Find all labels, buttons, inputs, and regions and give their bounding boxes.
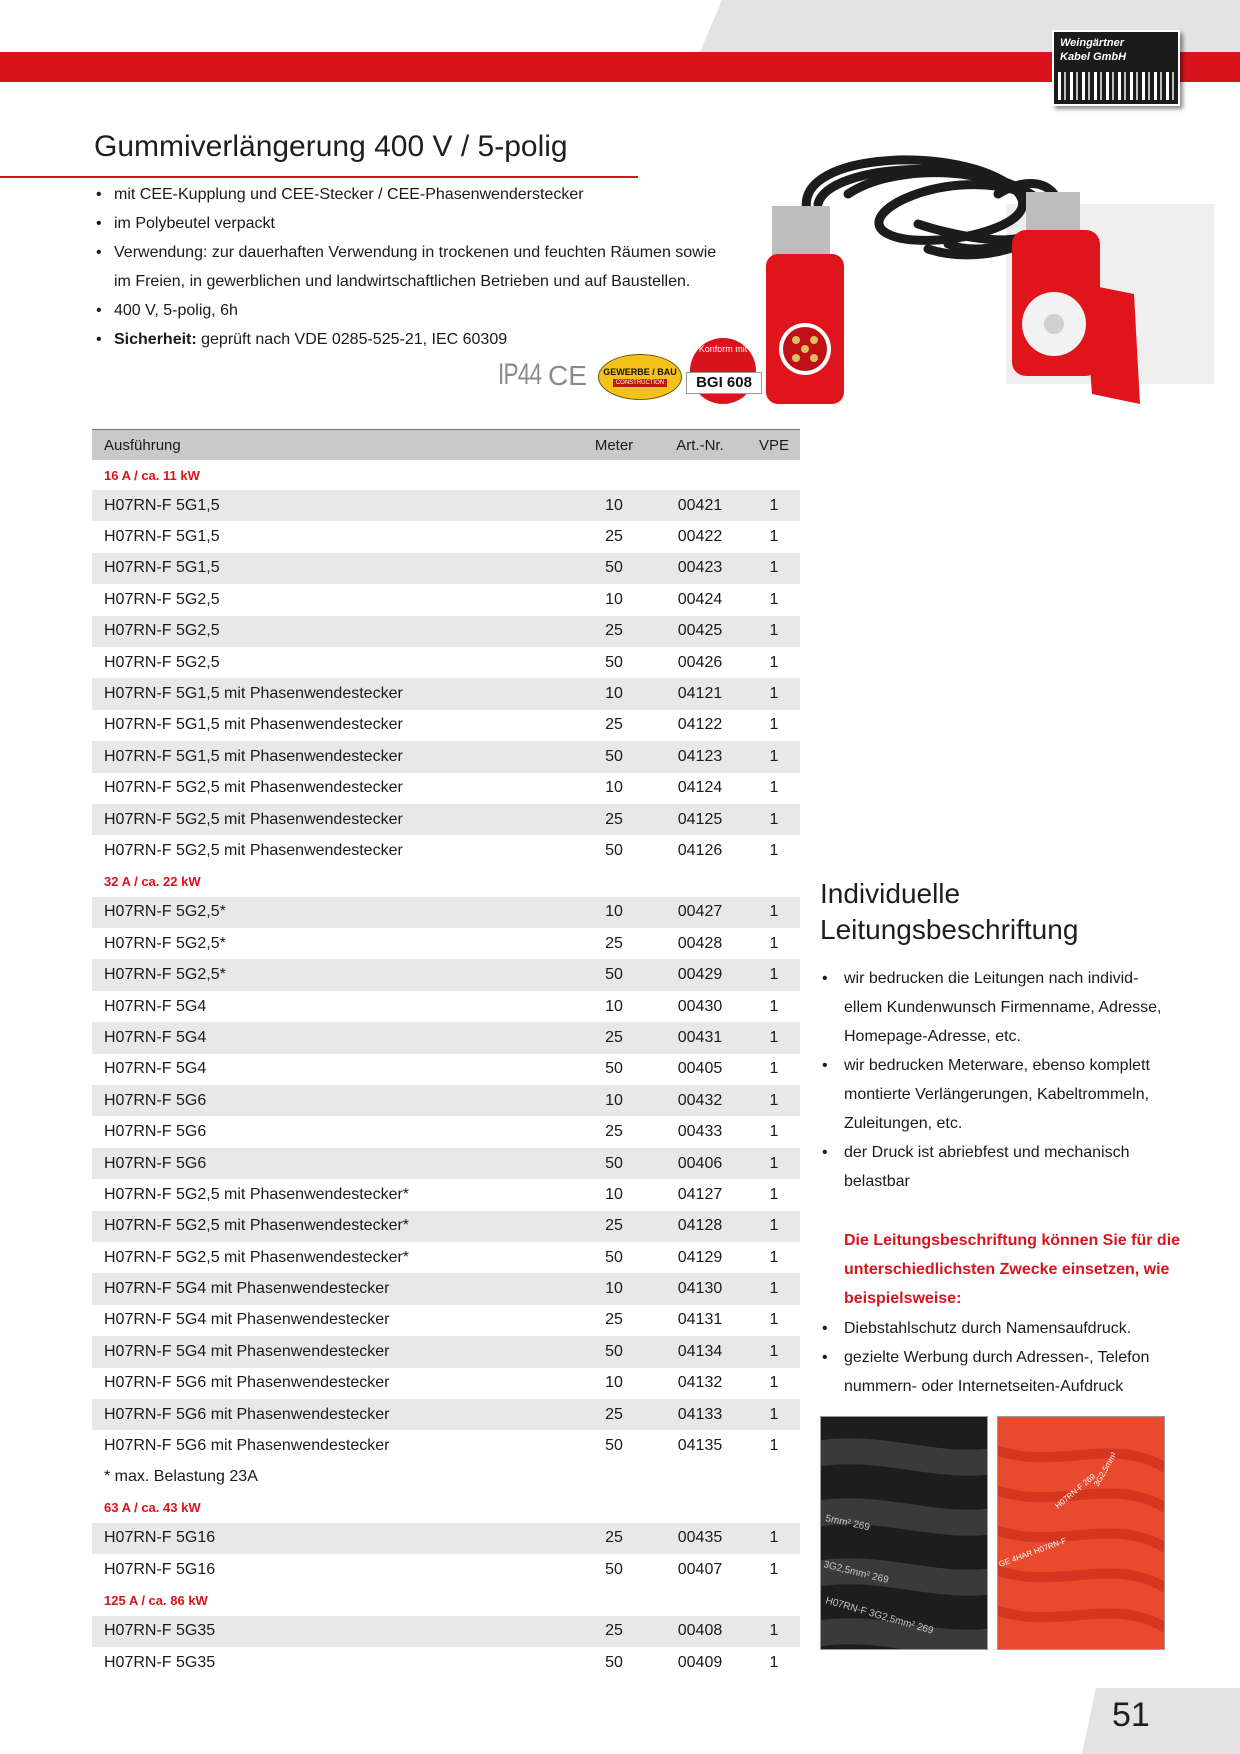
cell-meter: 50 — [605, 559, 623, 577]
table-row — [92, 584, 800, 615]
cell-art-nr: 00432 — [677, 1091, 723, 1109]
cell-vpe: 1 — [769, 747, 779, 765]
cell-vpe: 1 — [769, 653, 779, 671]
column-header-meter: Meter — [594, 436, 634, 454]
cell-ausfuehrung: H07RN-F 5G6 — [104, 1091, 207, 1109]
certification-marks — [498, 346, 762, 402]
cell-ausfuehrung: H07RN-F 5G2,5* — [104, 903, 226, 921]
table-row — [92, 521, 800, 552]
ip44-mark: IP44 — [498, 358, 542, 391]
table-header — [92, 429, 800, 460]
cell-meter: 25 — [605, 622, 623, 640]
bgi-seal-top-text: Konform mit — [698, 344, 748, 354]
cell-ausfuehrung: H07RN-F 5G2,5 — [104, 653, 220, 671]
cell-meter: 10 — [605, 1374, 623, 1392]
table-row — [92, 773, 800, 804]
cell-vpe: 1 — [769, 966, 779, 984]
cell-ausfuehrung: H07RN-F 5G2,5 mit Phasenwendestecker — [104, 779, 403, 797]
cell-art-nr: 04133 — [677, 1405, 723, 1423]
cell-art-nr: 00426 — [677, 653, 723, 671]
cell-vpe: 1 — [769, 810, 779, 828]
cell-meter: 10 — [605, 997, 623, 1015]
cell-art-nr: 00407 — [677, 1560, 723, 1578]
product-table — [92, 429, 800, 1678]
cell-meter: 25 — [605, 934, 623, 952]
cell-ausfuehrung: H07RN-F 5G4 mit Phasenwendestecker — [104, 1311, 390, 1329]
cell-vpe: 1 — [769, 590, 779, 608]
cell-vpe: 1 — [769, 1342, 779, 1360]
table-row — [92, 1085, 800, 1116]
cell-vpe: 1 — [769, 622, 779, 640]
table-row — [92, 897, 800, 928]
cell-vpe: 1 — [769, 1280, 779, 1298]
cell-vpe: 1 — [769, 685, 779, 703]
page-number: 51 — [1112, 1696, 1150, 1734]
section-heading — [92, 1586, 800, 1616]
cell-art-nr: 04123 — [677, 747, 723, 765]
cell-art-nr: 00429 — [677, 966, 723, 984]
cell-ausfuehrung: H07RN-F 5G35 — [104, 1653, 216, 1671]
cell-vpe: 1 — [769, 1374, 779, 1392]
side-usecase-list — [820, 1314, 1170, 1401]
side-highlight-text: Die Leitungsbeschriftung können Sie für die unterschiedlichsten Zwecke einsetzen, wie beispielsweise: — [844, 1232, 1181, 1307]
cell-vpe: 1 — [769, 1405, 779, 1423]
table-row — [92, 1305, 800, 1336]
cell-meter: 50 — [605, 653, 623, 671]
cell-art-nr: 00431 — [677, 1028, 723, 1046]
cell-ausfuehrung: H07RN-F 5G6 mit Phasenwendestecker — [104, 1405, 390, 1423]
cell-vpe: 1 — [769, 1437, 779, 1455]
cell-ausfuehrung: H07RN-F 5G2,5 mit Phasenwendestecker* — [104, 1248, 410, 1266]
feature-item: • im Polybeutel verpackt — [94, 209, 734, 238]
side-feature-item: • wir bedrucken die Leitungen nach individ-ellem Kundenwunsch Firmenname, Adresse, Homepage-Adresse, etc. — [820, 964, 1170, 1051]
black-cable-print-3: H07RN-F 3G2,5mm² 269 — [824, 1595, 935, 1637]
logo-line-2: Kabel GmbH — [1060, 51, 1127, 63]
gewerbe-bau-seal — [598, 354, 682, 400]
bgi-seal-label: BGI 608 — [686, 372, 762, 394]
ce-mark: CE — [548, 360, 587, 391]
table-footnote: * max. Belastung 23A — [104, 1468, 258, 1486]
cell-vpe: 1 — [769, 716, 779, 734]
cell-ausfuehrung: H07RN-F 5G1,5 mit Phasenwendestecker — [104, 685, 403, 703]
cell-vpe: 1 — [769, 1028, 779, 1046]
cell-art-nr: 00428 — [677, 934, 723, 952]
gewerbe-seal-sublabel: CONSTRUCTION — [613, 379, 667, 387]
cell-ausfuehrung: H07RN-F 5G4 mit Phasenwendestecker — [104, 1280, 390, 1298]
cell-art-nr: 00435 — [677, 1529, 723, 1547]
cell-ausfuehrung: H07RN-F 5G6 — [104, 1123, 207, 1141]
cell-art-nr: 04131 — [677, 1311, 723, 1329]
red-cable-print-2: GE 4HAR H07RN-F — [997, 1536, 1068, 1569]
photo-printed-red-cable — [997, 1416, 1165, 1650]
cell-art-nr: 00409 — [677, 1653, 723, 1671]
cell-meter: 10 — [605, 685, 623, 703]
cell-meter: 25 — [605, 1217, 623, 1235]
table-row — [92, 490, 800, 521]
company-logo — [1052, 30, 1180, 106]
cell-art-nr: 04127 — [677, 1185, 723, 1203]
logo-text — [1060, 36, 1126, 64]
table-row — [92, 991, 800, 1022]
cell-vpe: 1 — [769, 1560, 779, 1578]
side-section-title — [820, 876, 1078, 948]
cell-art-nr: 04121 — [677, 685, 723, 703]
cell-meter: 25 — [605, 1529, 623, 1547]
cell-ausfuehrung: H07RN-F 5G2,5 mit Phasenwendestecker* — [104, 1185, 410, 1203]
cell-ausfuehrung: H07RN-F 5G2,5 mit Phasenwendestecker — [104, 841, 403, 859]
cell-art-nr: 04134 — [677, 1342, 723, 1360]
page-number-tab — [1082, 1688, 1240, 1754]
cell-vpe: 1 — [769, 841, 779, 859]
cell-art-nr: 00430 — [677, 997, 723, 1015]
side-feature-item: • wir bedrucken Meterware, ebenso komplett montierte Verlängerungen, Kabeltrommeln, Zuleitungen, etc. — [820, 1051, 1170, 1138]
cell-ausfuehrung: H07RN-F 5G2,5* — [104, 934, 226, 952]
table-row — [92, 1054, 800, 1085]
cell-vpe: 1 — [769, 997, 779, 1015]
section-heading — [92, 867, 800, 897]
photo-printed-black-cable — [820, 1416, 988, 1650]
feature-list — [94, 180, 734, 354]
table-row — [92, 1368, 800, 1399]
cell-vpe: 1 — [769, 1311, 779, 1329]
cell-ausfuehrung: H07RN-F 5G2,5 — [104, 590, 220, 608]
logo-barcode-graphic — [1058, 72, 1174, 100]
cell-art-nr: 00408 — [677, 1622, 723, 1640]
cell-ausfuehrung: H07RN-F 5G1,5 — [104, 559, 220, 577]
cell-ausfuehrung: H07RN-F 5G2,5 — [104, 622, 220, 640]
cell-vpe: 1 — [769, 779, 779, 797]
section-label: 16 A / ca. 11 kW — [104, 467, 200, 483]
table-row — [92, 1430, 800, 1461]
cell-meter: 50 — [605, 1437, 623, 1455]
section-label: 63 A / ca. 43 kW — [104, 1500, 201, 1516]
cell-meter: 10 — [605, 1091, 623, 1109]
side-title-line-2: Leitungsbeschriftung — [820, 914, 1079, 945]
cell-art-nr: 00422 — [677, 528, 723, 546]
table-body — [92, 460, 800, 1678]
cell-meter: 50 — [605, 1060, 623, 1078]
cell-meter: 25 — [605, 810, 623, 828]
title-underline — [0, 176, 638, 178]
cell-meter: 50 — [605, 1342, 623, 1360]
cell-art-nr: 04129 — [677, 1248, 723, 1266]
side-feature-item: • der Druck ist abriebfest und mechanisch belastbar — [820, 1138, 1170, 1196]
cell-meter: 10 — [605, 903, 623, 921]
side-usecase-item: • gezielte Werbung durch Adressen-, Telefon nummern- oder Internetseiten-Aufdruck — [820, 1343, 1170, 1401]
cell-ausfuehrung: H07RN-F 5G2,5 mit Phasenwendestecker — [104, 810, 403, 828]
cell-vpe: 1 — [769, 1123, 779, 1141]
table-row — [92, 553, 800, 584]
cell-art-nr: 00406 — [677, 1154, 723, 1172]
side-title-line-1: Individuelle — [820, 878, 961, 909]
cell-vpe: 1 — [769, 934, 779, 952]
cell-ausfuehrung: H07RN-F 5G1,5 — [104, 496, 220, 514]
cell-meter: 50 — [605, 747, 623, 765]
black-cable-print-1: 5mm² 269 — [824, 1513, 871, 1534]
column-header-art-nr: Art.-Nr. — [676, 436, 724, 454]
red-cable-print-1: H07RN-F 269 — [1053, 1471, 1098, 1511]
cell-vpe: 1 — [769, 1529, 779, 1547]
section-heading — [92, 1493, 800, 1523]
cell-ausfuehrung: H07RN-F 5G4 mit Phasenwendestecker — [104, 1342, 390, 1360]
cell-meter: 25 — [605, 716, 623, 734]
cell-art-nr: 04130 — [677, 1280, 723, 1298]
cell-meter: 25 — [605, 1028, 623, 1046]
cell-ausfuehrung: H07RN-F 5G16 — [104, 1529, 216, 1547]
cell-meter: 10 — [605, 1185, 623, 1203]
cell-ausfuehrung: H07RN-F 5G1,5 mit Phasenwendestecker — [104, 716, 403, 734]
cell-meter: 25 — [605, 1405, 623, 1423]
cell-art-nr: 04135 — [677, 1437, 723, 1455]
cell-ausfuehrung: H07RN-F 5G6 — [104, 1154, 207, 1172]
table-row — [92, 1273, 800, 1304]
cell-art-nr: 00433 — [677, 1123, 723, 1141]
section-heading — [92, 460, 800, 490]
cell-art-nr: 00425 — [677, 622, 723, 640]
cell-meter: 10 — [605, 590, 623, 608]
cell-ausfuehrung: H07RN-F 5G2,5* — [104, 966, 226, 984]
cell-meter: 10 — [605, 496, 623, 514]
column-header-ausfuehrung: Ausführung — [104, 436, 181, 454]
cell-ausfuehrung: H07RN-F 5G1,5 mit Phasenwendestecker — [104, 747, 403, 765]
table-row — [92, 959, 800, 990]
cell-vpe: 1 — [769, 1217, 779, 1235]
table-row — [92, 1148, 800, 1179]
safety-label: Sicherheit: — [114, 331, 197, 348]
cell-vpe: 1 — [769, 1248, 779, 1266]
section-label: 125 A / ca. 86 kW — [104, 1593, 208, 1608]
black-cable-print-2: 3G2,5mm² 269 — [822, 1559, 890, 1587]
cell-vpe: 1 — [769, 559, 779, 577]
table-row — [92, 1523, 800, 1554]
cell-vpe: 1 — [769, 1060, 779, 1078]
page-title: Gummiverlängerung 400 V / 5-polig — [94, 130, 568, 163]
cell-vpe: 1 — [769, 528, 779, 546]
cell-meter: 50 — [605, 1653, 623, 1671]
table-row — [92, 1647, 800, 1678]
cell-art-nr: 00424 — [677, 590, 723, 608]
cell-ausfuehrung: H07RN-F 5G35 — [104, 1622, 216, 1640]
cell-meter: 10 — [605, 779, 623, 797]
cell-meter: 50 — [605, 841, 623, 859]
table-row — [92, 1399, 800, 1430]
table-row — [92, 710, 800, 741]
table-row — [92, 1116, 800, 1147]
table-row — [92, 1336, 800, 1367]
cell-meter: 25 — [605, 528, 623, 546]
cell-meter: 50 — [605, 966, 623, 984]
cell-art-nr: 00405 — [677, 1060, 723, 1078]
cell-vpe: 1 — [769, 903, 779, 921]
side-feature-list — [820, 964, 1170, 1196]
cell-meter: 50 — [605, 1560, 623, 1578]
red-cable-print-3: 3G2,5mm² — [1091, 1450, 1119, 1488]
table-row — [92, 835, 800, 866]
cell-vpe: 1 — [769, 1154, 779, 1172]
table-row — [92, 616, 800, 647]
table-row — [92, 928, 800, 959]
cell-vpe: 1 — [769, 496, 779, 514]
cell-meter: 50 — [605, 1154, 623, 1172]
table-row — [92, 647, 800, 678]
cell-ausfuehrung: H07RN-F 5G2,5 mit Phasenwendestecker* — [104, 1217, 410, 1235]
section-label: 32 A / ca. 22 kW — [104, 874, 201, 890]
feature-item: • 400 V, 5-polig, 6h — [94, 296, 734, 325]
table-row — [92, 804, 800, 835]
table-row — [92, 1616, 800, 1647]
cell-art-nr: 00421 — [677, 496, 723, 514]
table-row — [92, 1022, 800, 1053]
cell-meter: 25 — [605, 1123, 623, 1141]
cell-meter: 50 — [605, 1248, 623, 1266]
cell-art-nr: 00423 — [677, 559, 723, 577]
logo-line-1: Weingärtner — [1060, 37, 1124, 49]
column-header-vpe: VPE — [758, 436, 789, 454]
cell-art-nr: 04132 — [677, 1374, 723, 1392]
safety-text: geprüft nach VDE 0285-525-21, IEC 60309 — [196, 331, 508, 348]
table-row — [92, 1179, 800, 1210]
side-usecase-item: • Diebstahlschutz durch Namensaufdruck. — [820, 1314, 1170, 1343]
table-row — [92, 741, 800, 772]
cell-art-nr: 00427 — [677, 903, 723, 921]
feature-item: • mit CEE-Kupplung und CEE-Stecker / CEE-Phasenwenderstecker — [94, 180, 734, 209]
cell-art-nr: 04122 — [677, 716, 723, 734]
cell-ausfuehrung: H07RN-F 5G6 mit Phasenwendestecker — [104, 1437, 390, 1455]
table-row — [92, 1554, 800, 1585]
cell-ausfuehrung: H07RN-F 5G4 — [104, 997, 207, 1015]
cell-vpe: 1 — [769, 1622, 779, 1640]
cell-meter: 10 — [605, 1280, 623, 1298]
cell-ausfuehrung: H07RN-F 5G6 mit Phasenwendestecker — [104, 1374, 390, 1392]
table-row — [92, 1211, 800, 1242]
cell-meter: 25 — [605, 1311, 623, 1329]
cell-art-nr: 04125 — [677, 810, 723, 828]
cell-vpe: 1 — [769, 1185, 779, 1203]
cell-vpe: 1 — [769, 1653, 779, 1671]
cell-ausfuehrung: H07RN-F 5G4 — [104, 1028, 207, 1046]
feature-item: • Verwendung: zur dauerhaften Verwendung in trockenen und feuchten Räumen sowie im Freien, in gewerblichen und landwirtschaftlichen Betrieben und auf Baustellen. — [94, 238, 734, 296]
product-photo-cable-extension — [748, 144, 1214, 444]
cell-vpe: 1 — [769, 1091, 779, 1109]
table-row — [92, 678, 800, 709]
cell-ausfuehrung: H07RN-F 5G16 — [104, 1560, 216, 1578]
cell-art-nr: 04124 — [677, 779, 723, 797]
cell-meter: 25 — [605, 1622, 623, 1640]
cell-art-nr: 04128 — [677, 1217, 723, 1235]
cell-ausfuehrung: H07RN-F 5G1,5 — [104, 528, 220, 546]
gewerbe-seal-label: GEWERBE / BAU — [603, 367, 677, 377]
cell-art-nr: 04126 — [677, 841, 723, 859]
cell-ausfuehrung: H07RN-F 5G4 — [104, 1060, 207, 1078]
table-row — [92, 1242, 800, 1273]
